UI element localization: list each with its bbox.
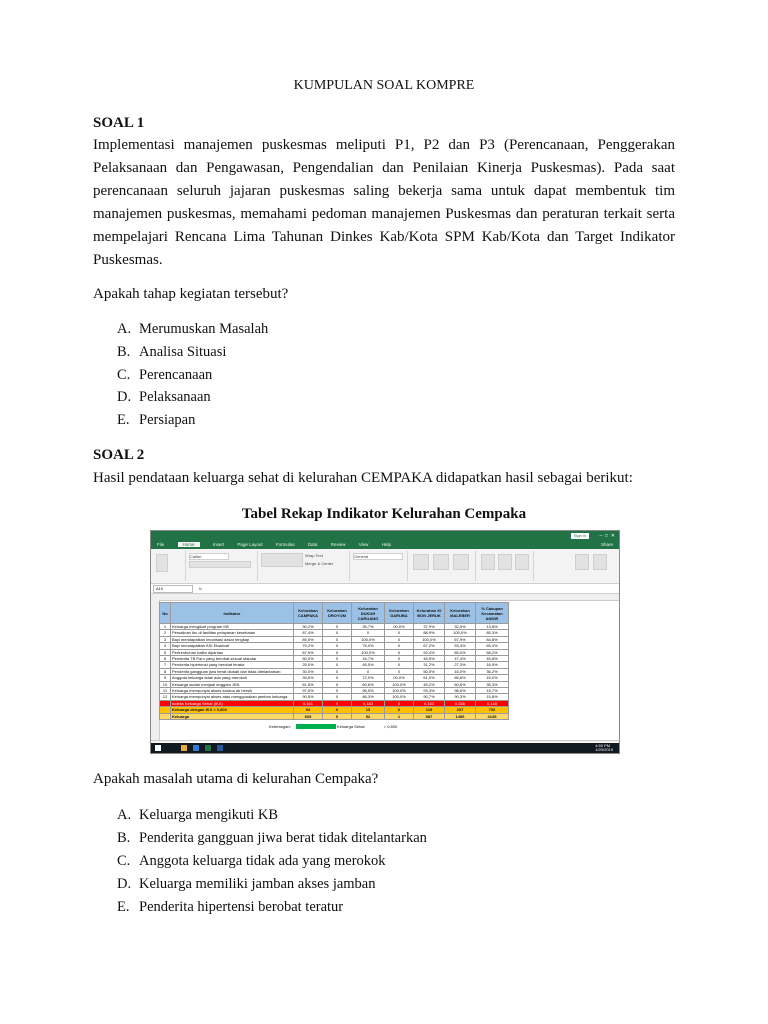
find-select-icon[interactable]: [593, 554, 607, 570]
table-cell[interactable]: 100,0%: [445, 630, 476, 636]
table-cell[interactable]: 0: [385, 649, 414, 655]
table-cell[interactable]: 94: [294, 707, 323, 713]
table-cell[interactable]: 31,2%: [414, 662, 445, 668]
table-cell[interactable]: 36,2%: [476, 668, 509, 674]
table-cell[interactable]: 0: [323, 700, 352, 706]
table-cell[interactable]: 90,3%: [445, 694, 476, 700]
table-cell[interactable]: 1: [385, 713, 414, 719]
taskbar-clock[interactable]: 4:50 PM 1/20/2019: [595, 743, 613, 752]
table-cell[interactable]: 0: [323, 713, 352, 719]
table-cell[interactable]: 0: [323, 707, 352, 713]
table-cell[interactable]: Anggota keluarga tidak ada yang merokok: [171, 675, 294, 681]
table-cell[interactable]: 65,4%: [476, 643, 509, 649]
soal-2-question: Apakah masalah utama di kelurahan Cempaka?: [93, 771, 379, 787]
table-cell[interactable]: 85,3%: [476, 630, 509, 636]
sort-filter-icon[interactable]: [575, 554, 589, 570]
indikator-table: [159, 602, 509, 720]
table-cell[interactable]: 100,0%: [385, 681, 414, 687]
col-cakupan-andir: % Cakupan Kecamatan ANDIR: [476, 603, 509, 624]
table-cell[interactable]: 5: [160, 649, 171, 655]
table-cell[interactable]: 587: [414, 713, 445, 719]
excel-screenshot: [150, 530, 620, 754]
table-cell[interactable]: 0: [323, 624, 352, 630]
table-cell[interactable]: 3: [160, 636, 171, 642]
merge-center-button[interactable]: Merge & Center: [305, 561, 334, 566]
table-cell[interactable]: Pertumbuhan balita dipantau: [171, 649, 294, 655]
table-cell[interactable]: Keluarga dengan IKS > 0,800: [171, 707, 294, 713]
col-daruba: Kelurahan DARUBA: [385, 603, 414, 624]
table-cell[interactable]: Bayi mendapatkan ASI Eksklusif: [171, 643, 294, 649]
table-cell[interactable]: 32,5%: [445, 624, 476, 630]
table-cell[interactable]: 0: [352, 668, 385, 674]
worksheet-grid[interactable]: [151, 594, 619, 740]
table-cell[interactable]: Keluarga: [171, 713, 294, 719]
col-no: No: [160, 603, 171, 624]
table-cell[interactable]: 45,8%: [476, 656, 509, 662]
table-cell[interactable]: [160, 713, 171, 719]
col-indikator: Indikator: [171, 603, 294, 624]
table-cell[interactable]: Keluarga mempunyai akses sarana air bersih: [171, 688, 294, 694]
table-cell[interactable]: 92,4%: [414, 649, 445, 655]
tab-formulas[interactable]: Formulas: [275, 542, 295, 547]
delete-cells-icon[interactable]: [498, 554, 512, 570]
soal-2-heading: SOAL 2: [93, 447, 145, 463]
table-cell[interactable]: 50,0%: [414, 668, 445, 674]
table-cell[interactable]: 752: [476, 707, 509, 713]
soal-1-option-b: B. Analisa Situasi: [117, 344, 227, 360]
clipboard-group: [153, 551, 186, 581]
table-cell[interactable]: 89,5%: [294, 636, 323, 642]
document-title: KUMPULAN SOAL KOMPRE: [293, 78, 475, 93]
table-cell[interactable]: 86,3%: [352, 694, 385, 700]
legend-value: > 0,800: [383, 724, 398, 729]
table-cell[interactable]: 87,4%: [294, 630, 323, 636]
excel-taskbar-icon[interactable]: [205, 745, 211, 751]
table-cell[interactable]: 0: [323, 649, 352, 655]
table-cell[interactable]: 0: [323, 681, 352, 687]
table-cell[interactable]: 0: [352, 630, 385, 636]
table-cell[interactable]: 1: [160, 624, 171, 630]
col-droyom: Kelurahan DROYOM: [323, 603, 352, 624]
table-cell[interactable]: 25,0%: [294, 662, 323, 668]
ribbon-tabs: [151, 541, 619, 549]
table-cell[interactable]: 50,6%: [352, 681, 385, 687]
table-cell[interactable]: 100,0%: [385, 688, 414, 694]
number-format-select[interactable]: General: [353, 553, 403, 560]
browser-icon[interactable]: [193, 745, 199, 751]
table-cell[interactable]: 97,6%: [294, 688, 323, 694]
table-cell[interactable]: 8: [160, 668, 171, 674]
soal-1-heading: SOAL 1: [93, 115, 145, 131]
table-cell[interactable]: 47,4%: [445, 656, 476, 662]
formula-bar: [151, 584, 619, 594]
table-cell[interactable]: Keluarga mengikuti program KB: [171, 624, 294, 630]
table-cell[interactable]: 00,0%: [385, 624, 414, 630]
table-cell[interactable]: 87,9%: [294, 649, 323, 655]
table-cell[interactable]: 88,9%: [414, 630, 445, 636]
table-cell[interactable]: 30,0%: [294, 668, 323, 674]
keluarga-row: [160, 713, 509, 719]
table-cell[interactable]: 58,2%: [476, 649, 509, 655]
wrap-text-button[interactable]: Wrap Text: [305, 553, 323, 558]
table-cell[interactable]: 75,2%: [294, 643, 323, 649]
table-cell[interactable]: 61,0%: [414, 675, 445, 681]
tab-view[interactable]: View: [358, 542, 369, 547]
table-cell[interactable]: 30,2%: [294, 624, 323, 630]
table-cell[interactable]: 15,7%: [476, 688, 509, 694]
table-cell[interactable]: 0: [385, 700, 414, 706]
table-cell[interactable]: 85,0%: [445, 649, 476, 655]
table-cell[interactable]: 16,0%: [445, 668, 476, 674]
excel-title-bar: [151, 531, 619, 541]
table-cell[interactable]: 45,2%: [414, 681, 445, 687]
function-icon[interactable]: fx: [199, 586, 203, 591]
table-cell[interactable]: 90,7%: [414, 694, 445, 700]
cells-group: [477, 551, 534, 581]
table-cell[interactable]: 15,8%: [476, 694, 509, 700]
table-cell[interactable]: 0: [385, 636, 414, 642]
soal-2-option-d: D. Keluarga memiliki jamban akses jamban: [117, 876, 376, 892]
table-cell[interactable]: 0: [385, 668, 414, 674]
soal-1-option-c: C. Perencanaan: [117, 367, 213, 383]
table-cell[interactable]: 0: [323, 636, 352, 642]
table-cell[interactable]: 9: [160, 675, 171, 681]
font-format-buttons[interactable]: [189, 561, 251, 568]
table-cell[interactable]: 84,8%: [476, 636, 509, 642]
font-group: [187, 551, 258, 581]
styles-group: [409, 551, 476, 581]
number-group: [351, 551, 408, 581]
table-cell[interactable]: Penderita TB Paru yang berobat sesuai standar: [171, 656, 294, 662]
sign-in-button[interactable]: Sign in: [571, 533, 589, 539]
table-cell[interactable]: 13,8%: [476, 624, 509, 630]
table-cell[interactable]: 2: [160, 630, 171, 636]
soal-2-intro: Hasil pendataan keluarga sehat di kelurahan CEMPAKA didapatkan hasil sebagai berikut:: [93, 470, 633, 486]
table-cell[interactable]: Keluarga mempunyai akses atau menggunakan jamban keluarga: [171, 694, 294, 700]
table-cell[interactable]: 27,3%: [445, 662, 476, 668]
alignment-buttons[interactable]: [261, 553, 303, 567]
table-cell[interactable]: 7: [160, 662, 171, 668]
table-cell[interactable]: 100,0%: [414, 636, 445, 642]
table-cell[interactable]: 93,3%: [414, 688, 445, 694]
table-cell[interactable]: 4135: [476, 713, 509, 719]
table-cell[interactable]: 0: [385, 643, 414, 649]
table-caption: Tabel Rekap Indikator Kelurahan Cempaka: [241, 506, 527, 522]
soal-1-option-d: D. Pelaksanaan: [117, 389, 211, 405]
tab-home[interactable]: Home: [178, 542, 200, 547]
col-campaka: Kelurahan CAMPAKA: [294, 603, 323, 624]
table-cell[interactable]: 66,6%: [445, 675, 476, 681]
legend-swatch: [296, 724, 336, 729]
table-cell[interactable]: 6: [160, 656, 171, 662]
table-cell[interactable]: 37,9%: [414, 624, 445, 630]
tab-data[interactable]: Data: [307, 542, 318, 547]
table-cell[interactable]: 0,161: [294, 700, 323, 706]
col-kibon-jeruk: Kelurahan KI BON JERUK: [414, 603, 445, 624]
table-cell[interactable]: 10: [160, 681, 171, 687]
table-cell[interactable]: 0,145: [476, 700, 509, 706]
file-explorer-icon[interactable]: [181, 745, 187, 751]
table-cell[interactable]: 16,9%: [476, 662, 509, 668]
col-dukuh-caruang: Kelurahan DUKUH CARUANG: [352, 603, 385, 624]
table-cell[interactable]: 0: [323, 668, 352, 674]
table-cell[interactable]: 0: [323, 643, 352, 649]
table-cell[interactable]: 0: [323, 688, 352, 694]
table-cell[interactable]: 4: [160, 643, 171, 649]
windows-start-icon[interactable]: [155, 745, 161, 751]
soal-1-question: Apakah tahap kegiatan tersebut?: [93, 286, 289, 302]
table-cell[interactable]: Bayi mendapatkan imunisasi dasar lengkap: [171, 636, 294, 642]
tab-page-layout[interactable]: Page Layout: [237, 542, 263, 547]
table-cell[interactable]: 15: [352, 707, 385, 713]
table-cell[interactable]: 0: [323, 630, 352, 636]
tab-file[interactable]: File: [157, 542, 165, 547]
table-cell[interactable]: 100,0%: [352, 649, 385, 655]
table-cell[interactable]: 1496: [445, 713, 476, 719]
table-cell[interactable]: 0: [323, 694, 352, 700]
table-cell[interactable]: 115: [414, 707, 445, 713]
window-controls[interactable]: – □ ✕: [599, 533, 615, 539]
table-cell[interactable]: 52: [352, 713, 385, 719]
table-cell[interactable]: 96,5%: [352, 688, 385, 694]
soal-2-option-e: E. Penderita hipertensi berobat teratur: [117, 899, 344, 915]
soal-2-option-c: C. Anggota keluarga tidak ada yang merokok: [117, 853, 386, 869]
table-cell[interactable]: 0: [385, 662, 414, 668]
tab-help[interactable]: Help: [381, 542, 391, 547]
table-cell[interactable]: 35,3%: [476, 681, 509, 687]
tab-insert[interactable]: Insert: [212, 542, 225, 547]
table-cell[interactable]: 0,153: [414, 700, 445, 706]
tab-review[interactable]: Review: [330, 542, 346, 547]
col-maleber: Kelurahan MALEBER: [445, 603, 476, 624]
table-cell[interactable]: 12: [160, 694, 171, 700]
format-cells-icon[interactable]: [515, 554, 529, 570]
table-cell[interactable]: 61,5%: [294, 681, 323, 687]
insert-cells-icon[interactable]: [481, 554, 495, 570]
table-cell[interactable]: 0,336: [445, 700, 476, 706]
legend-label: Keterangan:: [269, 724, 291, 729]
table-cell[interactable]: 100,0%: [385, 694, 414, 700]
table-cell[interactable]: 96,6%: [445, 688, 476, 694]
table-cell[interactable]: Penderita hipertensi yang berobat teratur: [171, 662, 294, 668]
paste-icon[interactable]: [156, 554, 168, 572]
soal-1-option-e: E. Persiapan: [117, 412, 196, 428]
share-button[interactable]: Share: [600, 542, 613, 547]
alignment-group: [259, 551, 350, 581]
table-cell[interactable]: 0: [385, 707, 414, 713]
soal-2-option-b: B. Penderita gangguan jiwa berat tidak ditelantarkan: [117, 830, 427, 846]
table-cell[interactable]: 67,2%: [414, 643, 445, 649]
soal-2-option-a: A. Keluarga mengikuti KB: [117, 807, 279, 823]
soal-1-option-a: A. Merumuskan Masalah: [117, 321, 269, 337]
table-cell[interactable]: 0: [323, 675, 352, 681]
table-cell[interactable]: 0: [385, 656, 414, 662]
table-cell[interactable]: 11: [160, 688, 171, 694]
table-cell[interactable]: 75,0%: [352, 643, 385, 649]
table-cell[interactable]: 39,6%: [294, 675, 323, 681]
table-cell[interactable]: 67,9%: [445, 636, 476, 642]
table-cell[interactable]: 16,0%: [476, 675, 509, 681]
table-cell[interactable]: 237: [445, 707, 476, 713]
table-cell[interactable]: Persalinan ibu di fasilitas pelayanan kesehatan: [171, 630, 294, 636]
legend: [269, 724, 397, 729]
table-cell[interactable]: 665: [294, 713, 323, 719]
table-cell[interactable]: 0: [323, 662, 352, 668]
table-cell[interactable]: 0: [323, 656, 352, 662]
column-headers: [151, 594, 619, 601]
name-box[interactable]: A10: [153, 585, 193, 593]
legend-text: Keluarga Sehat: [337, 724, 365, 729]
table-cell[interactable]: 35,7%: [352, 624, 385, 630]
table-cell[interactable]: 100,0%: [352, 636, 385, 642]
table-cell[interactable]: 00,0%: [385, 675, 414, 681]
format-as-table-icon[interactable]: [433, 554, 449, 570]
windows-taskbar: [151, 743, 619, 753]
ribbon: [151, 549, 619, 584]
table-cell[interactable]: 50,0%: [294, 656, 323, 662]
table-cell[interactable]: 90,5%: [294, 694, 323, 700]
table-cell[interactable]: 45,5%: [352, 662, 385, 668]
font-name-select[interactable]: Calibri: [189, 553, 229, 560]
table-cell[interactable]: 45,5%: [414, 656, 445, 662]
table-cell[interactable]: Indeks Keluarga Sehat (IKS): [171, 700, 294, 706]
table-cell[interactable]: 0: [385, 630, 414, 636]
table-cell[interactable]: 16,7%: [352, 656, 385, 662]
editing-group: [535, 551, 615, 581]
table-cell[interactable]: 60,6%: [445, 681, 476, 687]
table-cell[interactable]: 72,0%: [352, 675, 385, 681]
table-cell[interactable]: Penderita gangguan jiwa berat diobati dan tidak ditelantarkan: [171, 668, 294, 674]
table-cell[interactable]: Keluarga sudah menjadi anggota JKN: [171, 681, 294, 687]
table-cell[interactable]: 53,4%: [445, 643, 476, 649]
table-cell[interactable]: 0,183: [352, 700, 385, 706]
conditional-formatting-icon[interactable]: [413, 554, 429, 570]
soal-1-paragraph: Implementasi manajemen puskesmas meliputi P1, P2 dan P3 (Perencanaan, Penggerakan Pelaksanaan dan Pengawasan, Pengendalian dan Penilaian Kinerja Puskesmas). Pada saat perencanaan seluruh jajaran puskesmas saling bekerja sama untuk dapat membentuk tim manajemen puskesmas, memahami pedoman manajemen Puskesmas dan peraturan terkait serta mempelajari Rencana Lima Tahunan Dinkes Kab/Kota SPM Kab/Kota dan Target Indikator Puskesmas.: [93, 137, 675, 268]
word-taskbar-icon[interactable]: [217, 745, 223, 751]
cell-styles-icon[interactable]: [453, 554, 469, 570]
